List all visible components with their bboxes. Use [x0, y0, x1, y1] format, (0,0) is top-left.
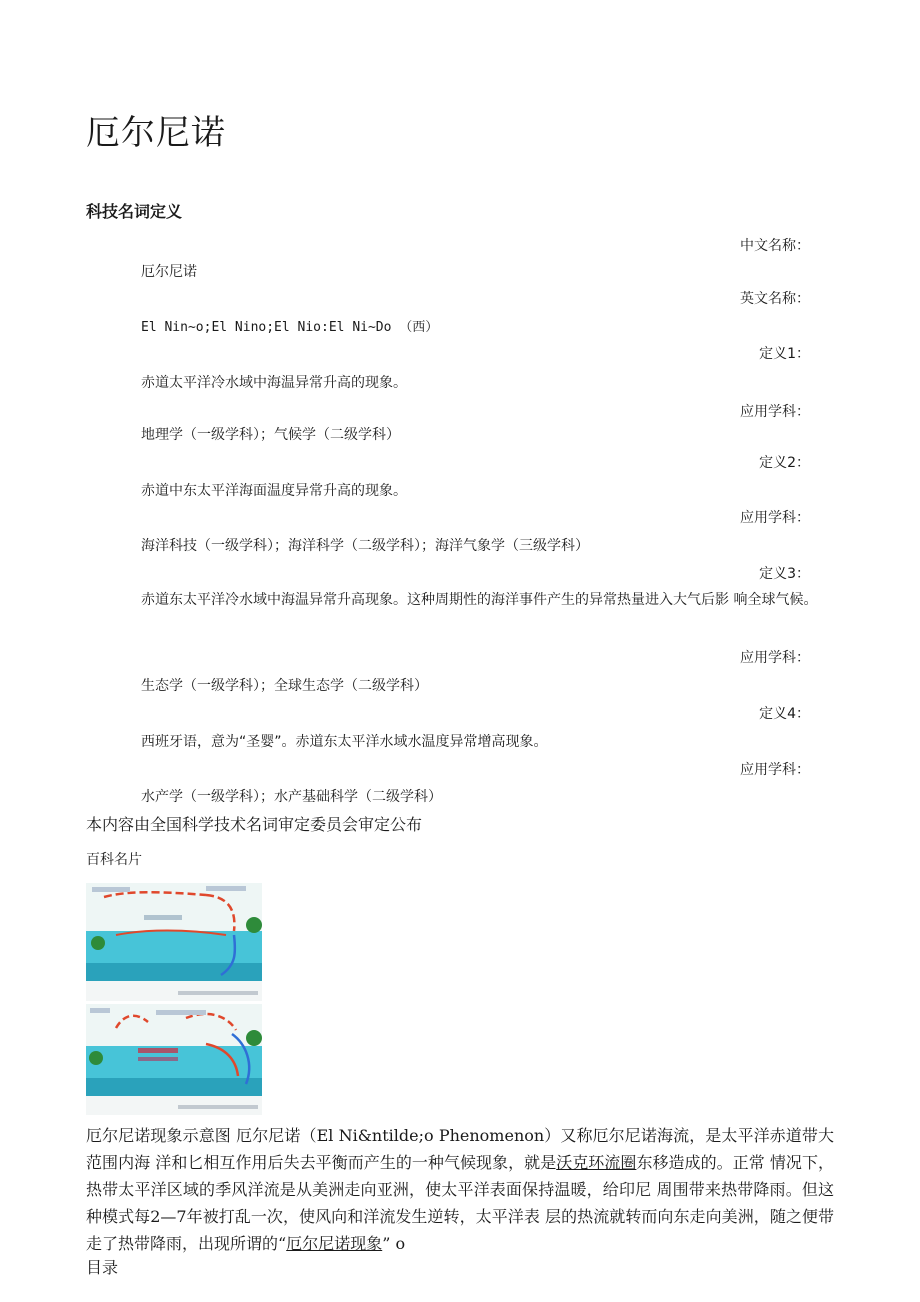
paragraph-part-3: ” o — [382, 1234, 406, 1253]
definition-4-label: 定义4： — [759, 706, 810, 722]
en-name-label: 英文名称： — [740, 291, 810, 307]
subject-1: 地理学（一级学科）；气候学（二级学科） — [141, 427, 400, 443]
card-heading: 百科名片 — [86, 852, 142, 868]
definition-2: 赤道中东太平洋海面温度异常升高的现象。 — [141, 483, 407, 499]
subject-1-label: 应用学科： — [740, 404, 810, 420]
subject-2-label: 应用学科： — [740, 510, 810, 526]
walker-circulation-link[interactable]: 沃克环流圈 — [556, 1153, 637, 1172]
diagram-el-nino-conditions — [86, 1004, 262, 1115]
definition-3: 赤道东太平洋冷水域中海温异常升高现象。这种周期性的海洋事件产生的异常热量进入大气后影 响全球气候。 — [141, 592, 818, 608]
paragraph-part-1: 厄尔尼诺现象示意图 厄尔尼诺（El Ni&ntilde;o Phenomenon）又称厄尔尼诺海流，是太平洋赤道带大范围内海 洋和匕相互作用后失去平衡而产生的一种气候现象，就是 — [86, 1126, 834, 1172]
approval-notice: 本内容由全国科学技术名词审定委员会审定公布 — [86, 815, 423, 834]
intro-paragraph — [86, 1122, 834, 1257]
subject-4: 水产学（一级学科）；水产基础科学（二级学科） — [141, 789, 442, 805]
subject-3-label: 应用学科： — [740, 650, 810, 666]
el-nino-phenomenon-link[interactable]: 厄尔尼诺现象 — [286, 1234, 383, 1253]
subject-2: 海洋科技（一级学科）；海洋科学（二级学科）；海洋气象学（三级学科） — [141, 538, 589, 554]
diagram-normal-conditions — [86, 883, 262, 1001]
definition-1: 赤道太平洋冷水域中海温异常升高的现象。 — [141, 375, 407, 391]
definition-3-label: 定义3： — [759, 566, 810, 582]
subject-3: 生态学（一级学科）；全球生态学（二级学科） — [141, 678, 428, 694]
cn-name-value: 厄尔尼诺 — [141, 264, 197, 280]
paragraph-part-2: 东移造成的。正常 情况下，热带太平洋区域的季风洋流是从美洲走向亚洲，使太平洋表面保持温暖，给印尼 周围带来热带降雨。但这种模式每2—7年被打乱一次，使风向和洋流发生逆转，太平洋表 层的热流就转而向东走向美洲，随之便带走了热带降雨，出现所谓的“ — [86, 1153, 834, 1253]
subject-4-label: 应用学科： — [740, 762, 810, 778]
definition-2-label: 定义2： — [759, 455, 810, 471]
page-title: 厄尔尼诺 — [86, 113, 226, 153]
cn-name-label: 中文名称： — [740, 238, 810, 254]
section-heading: 科技名词定义 — [86, 202, 183, 221]
definition-4: 西班牙语，意为“圣婴”。赤道东太平洋水域水温度异常增高现象。 — [141, 734, 548, 750]
en-name-value: El Nin~o;El Nino;El Nio:El Ni~Do （西） — [141, 320, 439, 335]
definition-1-label: 定义1： — [759, 346, 810, 362]
toc-heading: 目录 — [86, 1258, 119, 1277]
